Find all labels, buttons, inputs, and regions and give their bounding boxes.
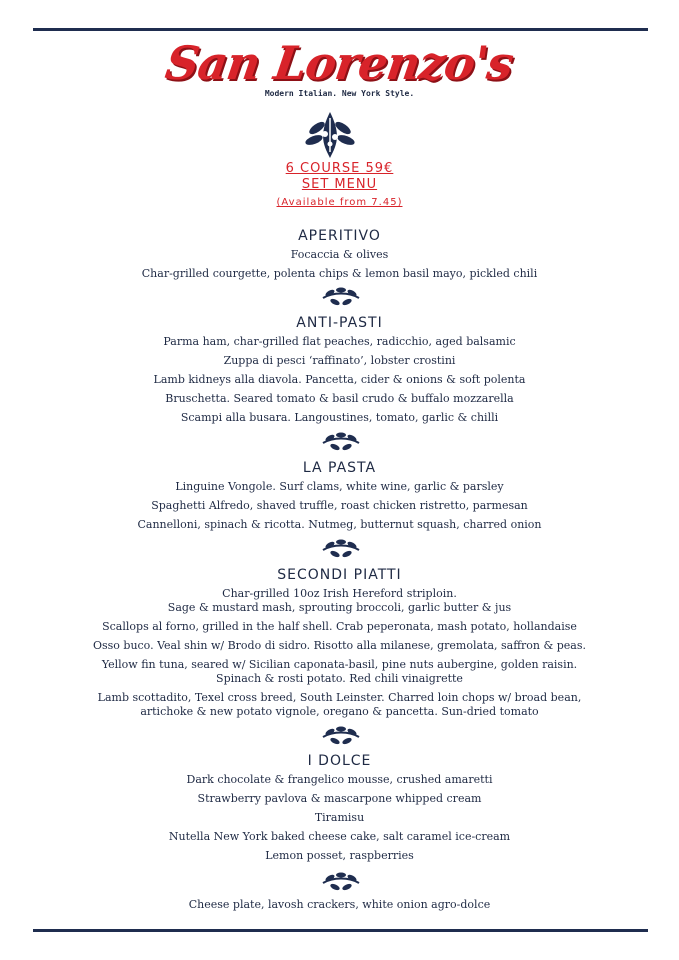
menu-item-line: Yellow fin tuna, seared w/ Sicilian caponata-basil, pine nuts aubergine, golden raisin. — [101, 658, 578, 671]
menu-item: Bruschetta. Seared tomato & basil crudo & buffalo mozzarella — [165, 392, 514, 405]
olive-branch-divider-icon — [321, 538, 361, 560]
menu-item-line: Osso buco. Veal shin w/ Brodo di sidro. Risotto alla milanese, gremolata, saffron & peas. — [92, 639, 587, 652]
olive-branch-divider-icon — [321, 725, 361, 747]
section-pasta — [0, 458, 679, 532]
menu-item: Nutella New York baked cheese cake, salt caramel ice-cream — [168, 830, 511, 843]
top-border-rule — [33, 28, 648, 31]
menu-item — [0, 658, 679, 686]
olive-branch-divider-icon — [321, 871, 361, 893]
menu-item-line: Spinach & rosti potato. Red chili vinaigrette — [216, 672, 463, 685]
section-cheese — [0, 896, 679, 912]
brand-tagline: Modern Italian. New York Style. — [264, 89, 415, 98]
menu-item — [0, 587, 679, 615]
set-menu-course-price: 6 COURSE 59€ — [285, 161, 394, 176]
menu-item: Dark chocolate & frangelico mousse, crushed amaretti — [186, 773, 493, 786]
olive-branch-crest-icon — [300, 106, 360, 160]
section-heading: APERITIVO — [298, 228, 381, 244]
section-aperitivo — [0, 226, 679, 281]
menu-item-line: Lamb scottadito, Texel cross breed, South Leinster. Charred loin chops w/ broad bean, — [97, 691, 582, 704]
section-heading: ANTI-PASTI — [296, 315, 383, 331]
menu-item — [0, 691, 679, 719]
section-heading: LA PASTA — [302, 460, 377, 476]
menu-item: Strawberry pavlova & mascarpone whipped cream — [197, 792, 482, 805]
menu-item: Cannelloni, spinach & ricotta. Nutmeg, butternut squash, charred onion — [137, 518, 542, 531]
brand-logo-text: San Lorenzo's — [162, 36, 517, 90]
bottom-border-rule — [33, 929, 648, 932]
menu-item-line: Char-grilled 10oz Irish Hereford striploin. — [222, 587, 457, 600]
set-menu-availability: (Available from 7.45) — [276, 197, 403, 208]
menu-item: Tiramisu — [314, 811, 365, 824]
menu-item: Scampi alla busara. Langoustines, tomato, garlic & chilli — [180, 411, 499, 424]
menu-item-line: Scallops al forno, grilled in the half shell. Crab peperonata, mash potato, hollandaise — [102, 620, 577, 633]
menu-item-line: artichoke & new potato vignole, oregano & pancetta. Sun-dried tomato — [140, 705, 539, 718]
menu-item: Focaccia & olives — [290, 248, 389, 261]
section-secondi — [0, 565, 679, 719]
olive-branch-divider-icon — [321, 286, 361, 308]
section-heading: SECONDI PIATTI — [277, 567, 402, 583]
menu-item — [0, 620, 679, 634]
menu-item: Cheese plate, lavosh crackers, white onion agro-dolce — [188, 898, 491, 911]
menu-item-line: Sage & mustard mash, sprouting broccoli, garlic butter & jus — [167, 601, 512, 614]
menu-item: Spaghetti Alfredo, shaved truffle, roast chicken ristretto, parmesan — [151, 499, 528, 512]
menu-item: Lamb kidneys alla diavola. Pancetta, cider & onions & soft polenta — [153, 373, 526, 386]
section-heading: I DOLCE — [307, 753, 372, 769]
menu-item: Char-grilled courgette, polenta chips & lemon basil mayo, pickled chili — [141, 267, 538, 280]
menu-item: Zuppa di pesci ‘raffinato’, lobster crostini — [223, 354, 456, 367]
section-dolce — [0, 751, 679, 863]
menu-item: Lemon posset, raspberries — [265, 849, 414, 862]
set-menu-title: SET MENU — [301, 177, 378, 192]
menu-item: Parma ham, char-grilled flat peaches, radicchio, aged balsamic — [163, 335, 516, 348]
menu-item: Linguine Vongole. Surf clams, white wine, garlic & parsley — [175, 480, 504, 493]
olive-branch-divider-icon — [321, 431, 361, 453]
section-antipasti — [0, 313, 679, 425]
brand-logo — [0, 38, 679, 88]
menu-item — [0, 639, 679, 653]
